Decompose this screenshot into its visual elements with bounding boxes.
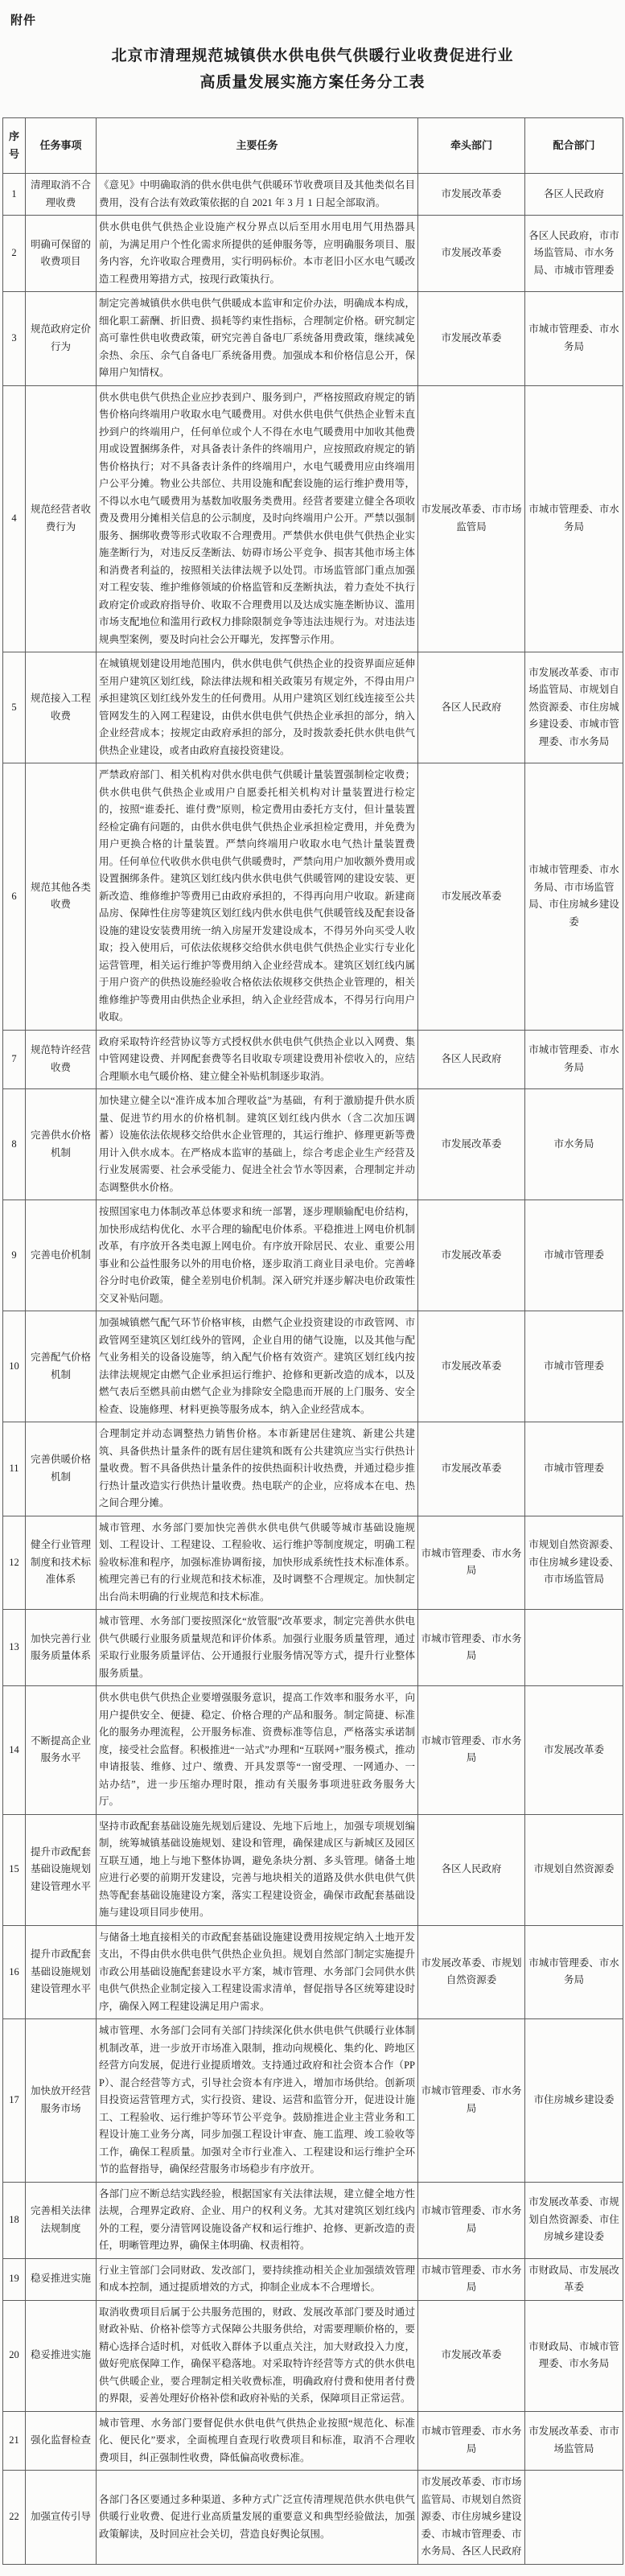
cell-serial-number: 2 xyxy=(3,216,26,292)
table-row xyxy=(3,1030,623,1089)
cell-main-task: 加快建立健全以“准许成本加合理收益”为基础，有利于激励提升供水质量、促进节约用水的价格机制。建筑区划红线内供水（含二次加压调蓄）设施依法依规移交给供水企业管理的，其运行维护、修理更新等费用计入供水成本。在严格成本监审的基础上，综合考虑企业生产经营及行业发展需要、社会承受能力、促进全社会节水等因素，合理制定并动态调整供水价格。 xyxy=(97,1089,418,1200)
table-row xyxy=(3,385,623,652)
header-main-task: 主要任务 xyxy=(97,117,418,174)
cell-lead-department: 市发展改革委 xyxy=(418,2300,525,2411)
cell-main-task: 城市管理、水务部门要督促供水供电供气供热企业按照“规范化、标准化、便民化”要求，全面梳理自查现行收费项目和标准，取消不合理收费项目，纠正强制性收费，降低偏高收费标准。 xyxy=(97,2411,418,2471)
cell-lead-department: 各区人民政府 xyxy=(418,1030,525,1089)
attachment-label: 附件 xyxy=(10,14,37,27)
cell-support-department: 市财政局、市发展改革委 xyxy=(525,2258,623,2300)
table-row xyxy=(3,174,623,216)
table-row xyxy=(3,2019,623,2183)
cell-support-department: 市发展改革委、市市场监管局 xyxy=(525,2411,623,2471)
cell-task-item: 完善电价机制 xyxy=(26,1200,97,1311)
cell-serial-number: 5 xyxy=(3,652,26,763)
cell-task-item: 加强宣传引导 xyxy=(26,2471,97,2565)
cell-main-task: 城市管理、水务部门要加快完善供水供电供气供暖等城市基础设施规划、工程设计、工程建设、工程验收、运行维护等制度规定，明确工程验收标准和程序，加强标准协调衔接，加快形成系统性技术标准体系。梳理完善已有的行业规范和技术标准，及时调整不合理规定。加快制定出台尚未明确的行业规范和技术标准。 xyxy=(97,1516,418,1610)
cell-main-task: 加强城镇燃气配气环节价格审核，由燃气企业投资建设的市政管网、市政管网至建筑区划红线外的管网，企业自用的储气设施，以及其他与配气业务相关的设备设施等，纳入配气价格有效资产。建筑区划红线内按法律法规规定由燃气企业承担运行维护、抢修和更新改造的成本，以及燃气表后至燃具前由燃气企业为排除安全隐患而开展的上门服务、安全检查、设施修理、材料更换等服务成本，纳入企业经营成本。 xyxy=(97,1311,418,1422)
cell-task-item: 规范经营者收费行为 xyxy=(26,385,97,652)
table-row xyxy=(3,2258,623,2300)
page-title-line-1: 北京市清理规范城镇供水供电供气供暖行业收费促进行业 xyxy=(111,47,514,64)
cell-main-task: 供水供电供气供热企业要增强服务意识，提高工作效率和服务水平，向用户提供安全、便捷、稳定、价格合理的产品和服务。制定简捷、标准化的服务办理流程，公开服务标准、资费标准等信息，严格落实承诺制度，接受社会监督。积极推进“一站式”办理和“互联网+”服务模式，推动申请报装、维修、过户、缴费、开具发票等“一窗受理、一网通办、一站办结”，进一步压缩办理时限，推动有关服务事项进驻政务服务大厅。 xyxy=(97,1686,418,1815)
cell-serial-number: 4 xyxy=(3,385,26,652)
page-title-line-2: 高质量发展实施方案任务分工表 xyxy=(199,74,426,92)
cell-task-item: 清理取消不合理收费 xyxy=(26,174,97,216)
cell-serial-number: 20 xyxy=(3,2300,26,2411)
cell-support-department: 各区人民政府 xyxy=(525,174,623,216)
cell-serial-number: 21 xyxy=(3,2411,26,2471)
cell-lead-department: 市发展改革委、市市场监管局 xyxy=(418,385,525,652)
cell-task-item: 完善供暖价格机制 xyxy=(26,1422,97,1516)
cell-main-task: 按照国家电力体制改革总体要求和统一部署，逐步理顺输配电价结构，加快形成结构优化、水平合理的输配电价体系。平稳推进上网电价机制改革，有序放开各类电源上网电价。有序放开除居民、农业、重要公用事业和公益性服务以外的用电价格，逐步取消工商业目录电价。完善峰谷分时电价政策，健全差别电价机制。深入研究并逐步解决电价政策性交叉补贴问题。 xyxy=(97,1200,418,1311)
cell-support-department: 市城市管理委、市水务局 xyxy=(525,292,623,386)
cell-support-department: 市财政局、市城市管理委、市水务局 xyxy=(525,2300,623,2411)
cell-serial-number: 19 xyxy=(3,2258,26,2300)
cell-serial-number: 16 xyxy=(3,1925,26,2019)
cell-main-task: 各部门应不断总结实践经验，根据国家有关法律法规，建立健全地方性法规，合理界定政府、企业、用户的权利义务。尤其对建筑区划红线内外的工程，要分清管网设施设备产权和运行维护、抢修、更新改造的责任，明晰管理边界，确保主体明确、权责相符。 xyxy=(97,2182,418,2258)
table-row xyxy=(3,2471,623,2565)
cell-main-task: 行业主管部门会同财政、发改部门，要持续推动相关企业加强绩效管理和成本控制，通过提质增效的方式，抑制企业成本不合理增长。 xyxy=(97,2258,418,2300)
cell-task-item: 明确可保留的收费项目 xyxy=(26,216,97,292)
table-row xyxy=(3,1422,623,1516)
cell-task-item: 加快完善行业服务质量体系 xyxy=(26,1610,97,1686)
cell-main-task: 制定完善城镇供水供电供气供暖成本监审和定价办法，明确成本构成，细化职工薪酬、折旧费、损耗等约束性指标，合理制定价格。研究制定高可靠性供电收费政策，研究完善自备电厂系统备用费政策，继续减免余热、余压、余气自备电厂系统备用费。加强成本和价格信息公开，保障用户知情权。 xyxy=(97,292,418,386)
cell-serial-number: 10 xyxy=(3,1311,26,1422)
cell-main-task: 取消收费项目后属于公共服务范围的，财政、发展改革部门要及时通过财政补贴、价格补偿等方式保障公共服务供给，对需要理顺价格的，要精心选择合适时机，对低收入群体予以重点关注，加大财政投入力度，做好兜底保障工作，确保平稳落地。对采取特许经营等方式的供水供电供气供暖企业，要合理制定相关收费标准，明确政府付费和使用者付费的界限，妥善处理好价格补偿和政府补贴的关系，保障项目正常运营。 xyxy=(97,2300,418,2411)
cell-support-department: 市城市管理委、市水务局 xyxy=(525,385,623,652)
cell-main-task: 各部门各区要通过多种渠道、多种方式广泛宣传清理规范供水供电供气供暖行业收费、促进行业高质量发展的重要意义和典型经验做法，加强政策解读，及时回应社会关切，营造良好舆论氛围。 xyxy=(97,2471,418,2565)
cell-lead-department: 各区人民政府 xyxy=(418,652,525,763)
cell-serial-number: 11 xyxy=(3,1422,26,1516)
cell-serial-number: 15 xyxy=(3,1814,26,1925)
table-row xyxy=(3,1311,623,1422)
table-row xyxy=(3,1200,623,1311)
cell-task-item: 完善配气价格机制 xyxy=(26,1311,97,1422)
cell-lead-department: 市发展改革委 xyxy=(418,216,525,292)
cell-serial-number: 22 xyxy=(3,2471,26,2565)
task-table-body xyxy=(3,174,623,2565)
cell-lead-department: 市发展改革委 xyxy=(418,1089,525,1200)
cell-main-task: 供水供电供气供热企业应抄表到户、服务到户，严格按照政府规定的销售价格向终端用户收取水电气暖费用。对供水供电供气供热企业暂未直抄到户的终端用户，任何单位或个人不得在水电气暖费用中加收其他费用或设置捆绑条件，对具备表计条件的终端用户，应按照政府规定的销售价格执行；对不具备表计条件的终端用户，水电气暖费用应由终端用户公平分摊。物业公共部位、共用设施和配套设施的运行维护费用等，不得以水电气暖费用为基数加收服务类费用。经营者要建立健全各项收费及费用分摊相关信息的公示制度，及时向终端用户公开。严禁以强制服务、捆绑收费等形式收取不合理费用。严禁供水供电供气供热企业实施垄断行为，对违反反垄断法、妨碍市场公平竞争、损害其他市场主体和消费者利益的，按照相关法律法规予以处罚。市场监管部门重点加强对工程安装、维护维修领域的价格监管和反垄断执法，着力查处不执行政府定价或政府指导价、收取不合理费用以及达成实施垄断协议、滥用市场支配地位和滥用行政权力排除限制竞争等违法违规行为。对违法违规典型案例，要及时向社会公开曝光，发挥警示作用。 xyxy=(97,385,418,652)
cell-support-department: 市规划自然资源委 xyxy=(525,1814,623,1925)
cell-serial-number: 14 xyxy=(3,1686,26,1815)
table-row xyxy=(3,1686,623,1815)
cell-main-task: 供水供电供气供热企业设施产权分界点以后至用水用电用气用热器具前，为满足用户个性化需求所提供的延伸服务等，应明确服务项目、服务内容，允许收取合理费用，实行明码标价。本市老旧小区水电气暖改造工程费用筹措方式，按现行政策执行。 xyxy=(97,216,418,292)
table-row xyxy=(3,2411,623,2471)
table-row xyxy=(3,1814,623,1925)
cell-support-department: 市发展改革委、市规划自然资源委、市住房城乡建设委 xyxy=(525,2182,623,2258)
cell-task-item: 规范政府定价行为 xyxy=(26,292,97,386)
cell-task-item: 健全行业管理制度和技术标准体系 xyxy=(26,1516,97,1610)
cell-main-task: 《意见》中明确取消的供水供电供气供暖环节收费项目及其他类似名目费用，没有合法有效政策依据的自 2021 年 3 月 1 日起全部取消。 xyxy=(97,174,418,216)
cell-lead-department: 市城市管理委、市水务局 xyxy=(418,2258,525,2300)
table-row xyxy=(3,1089,623,1200)
cell-lead-department: 各区人民政府 xyxy=(418,1814,525,1925)
cell-task-item: 规范特许经营收费 xyxy=(26,1030,97,1089)
cell-support-department: 市城市管理委、市水务局 xyxy=(525,1925,623,2019)
cell-serial-number: 7 xyxy=(3,1030,26,1089)
cell-lead-department: 市城市管理委、市水务局 xyxy=(418,2411,525,2471)
page-title xyxy=(17,43,608,97)
cell-serial-number: 13 xyxy=(3,1610,26,1686)
cell-task-item: 强化监督检查 xyxy=(26,2411,97,2471)
cell-support-department: 市发展改革委、市市场监管局、市规划自然资源委、市住房城乡建设委、市城市管理委、市水务局 xyxy=(525,652,623,763)
cell-support-department: 市城市管理委、市水务局、市市场监管局、市住房城乡建设委 xyxy=(525,763,623,1031)
cell-main-task: 城市管理、水务部门会同有关部门持续深化供水供电供气供暖行业体制机制改革，进一步放开市场准入限制，推动向规模化、集约化、跨地区经营方向发展，促进行业提质增效。支持通过政府和社会资本合作（PPP）、混合经营等方式，引导社会资本有序进入，增加市场供给。创新项目投资运营管理方式，实行投资、建设、运营和监管分开，促进设计施工、工程验收、运行维护等环节公平竞争。鼓励推进企业主营业务和工程设计施工业务分离，同步加强工程设计审查、施工监理、竣工验收等工作，确保工程质量。加强对全市行业准入、工程建设和运行维护全环节的监督指导，确保经营服务市场稳步有序放开。 xyxy=(97,2019,418,2183)
cell-lead-department: 市发展改革委 xyxy=(418,174,525,216)
cell-serial-number: 8 xyxy=(3,1089,26,1200)
table-header xyxy=(3,117,623,174)
table-row xyxy=(3,2182,623,2258)
cell-serial-number: 6 xyxy=(3,763,26,1031)
cell-support-department: 市城市管理委 xyxy=(525,1200,623,1311)
cell-main-task: 政府采取特许经营协议等方式授权供水供电供气供热企业以入网费、集中管网建设费、并网配套费等名目收取专项建设费用补偿收入的，应结合理顺水电气暖价格、建立健全补贴机制逐步取消。 xyxy=(97,1030,418,1089)
cell-main-task: 城市管理、水务部门要按照深化“放管服”改革要求，制定完善供水供电供气供暖行业服务质量规范和评价体系。加强行业服务质量管理，通过采取行业服务质量评估、公开通报行业服务情况等方式，提升行业整体服务质量。 xyxy=(97,1610,418,1686)
cell-task-item: 提升市政配套基础设施规划建设管理水平 xyxy=(26,1814,97,1925)
cell-support-department: 市城市管理委、市水务局 xyxy=(525,1030,623,1089)
cell-main-task: 与储备土地直接相关的市政配套基础设施建设费用按规定纳入土地开发支出，不得由供水供电供气供热企业负担。规划自然部门制定实施提升市政公用基础设施配套建设水平方案，城市管理、水务部门会同供水供电供气供热企业制定接入工程建设需求清单，督促指导各区统筹建设时序，确保入网工程建设满足用户需求。 xyxy=(97,1925,418,2019)
cell-lead-department: 市城市管理委、市水务局 xyxy=(418,1610,525,1686)
header-task-item: 任务事项 xyxy=(26,117,97,174)
cell-support-department: 市发展改革委 xyxy=(525,1686,623,1815)
cell-task-item: 加快放开经营服务市场 xyxy=(26,2019,97,2183)
table-row xyxy=(3,216,623,292)
cell-support-department: 市住房城乡建设委 xyxy=(525,2019,623,2183)
cell-support-department: 各区人民政府，市市场监管局、市水务局、市城市管理委 xyxy=(525,216,623,292)
cell-lead-department: 市城市管理委、市水务局 xyxy=(418,1686,525,1815)
cell-support-department: 市城市管理委 xyxy=(525,1422,623,1516)
cell-lead-department: 市发展改革委、市市场监管局、市规划自然资源委、市住房城乡建设委、市城市管理委、市水务局、各区人民政府 xyxy=(418,2471,525,2565)
cell-main-task: 合理制定并动态调整热力销售价格。本市新建居住建筑、新建公共建筑、具备供热计量条件的既有居住建筑和既有公共建筑应当实行供热计量收费。暂不具备供热计量条件的按供热面积计收热费，并通过稳步推行热计量改造实行供热计量收费。热电联产的企业，应将成本在电、热之间合理分摊。 xyxy=(97,1422,418,1516)
cell-support-department: 市城市管理委 xyxy=(525,1311,623,1422)
cell-task-item: 完善供水价格机制 xyxy=(26,1089,97,1200)
cell-main-task: 在城镇规划建设用地范围内，供水供电供气供热企业的投资界面应延伸至用户建筑区划红线，除法律法规和相关政策另有规定外，不得由用户承担建筑区划红线外发生的任何费用。从用户建筑区划红线连接至公共管网发生的入网工程建设，由供水供电供气供热企业承担的部分，纳入企业经营成本；按规定由政府承担的部分，及时拨款委托供水供电供气供热企业建设，或者由政府直接投资建设。 xyxy=(97,652,418,763)
cell-support-department: 市水务局 xyxy=(525,1089,623,1200)
cell-serial-number: 17 xyxy=(3,2019,26,2183)
cell-serial-number: 3 xyxy=(3,292,26,386)
table-row xyxy=(3,1610,623,1686)
table-row xyxy=(3,652,623,763)
cell-task-item: 完善相关法律法规制度 xyxy=(26,2182,97,2258)
cell-lead-department: 市发展改革委 xyxy=(418,763,525,1031)
task-division-table xyxy=(2,117,623,2565)
cell-task-item: 稳妥推进实施 xyxy=(26,2258,97,2300)
cell-lead-department: 市城市管理委、市水务局 xyxy=(418,1516,525,1610)
table-row xyxy=(3,1516,623,1610)
header-serial-number: 序号 xyxy=(3,117,26,174)
cell-serial-number: 9 xyxy=(3,1200,26,1311)
cell-support-department xyxy=(525,1610,623,1686)
cell-main-task: 严禁政府部门、相关机构对供水供电供气供暖计量装置强制检定收费；供水供电供气供热企业或用户自愿委托相关机构对计量装置进行检定的，按照“谁委托、谁付费”原则，检定费用由委托方支付，但计量装置经检定确有问题的，由供水供电供气供热企业承担检定费用，并免费为用户更换合格的计量装置。严禁向终端用户收取水电气热计量装置费用。任何单位代收供水供电供气供暖费时，严禁向用户加收额外费用或设置捆绑条件。建筑区划红线内供水供电供气供暖管网的建设安装、更新改造、维修维护等费用已由政府承担的，不得再向用户收取。新建商品房、保障性住房等建筑区划红线内供水供电供气供暖管线及配套设备设施的建设安装费用统一纳入房屋开发建设成本，不得另外向买受人收取；投入使用后，可依法依规移交给供水供电供气供热企业实行专业化运营管理，相关运行维护等费用纳入企业经营成本。建筑区划红线内属于用户资产的供热设施经验收合格依法依规移交供热企业管理的，相关维修维护等费用由供热企业承担，纳入企业经营成本，不得另行向用户收取。 xyxy=(97,763,418,1031)
cell-serial-number: 12 xyxy=(3,1516,26,1610)
cell-serial-number: 1 xyxy=(3,174,26,216)
cell-serial-number: 18 xyxy=(3,2182,26,2258)
table-row xyxy=(3,1925,623,2019)
cell-task-item: 稳妥推进实施 xyxy=(26,2300,97,2411)
cell-lead-department: 市发展改革委 xyxy=(418,1200,525,1311)
cell-support-department: 市规划自然资源委、市住房城乡建设委、市市场监管局 xyxy=(525,1516,623,1610)
cell-lead-department: 市发展改革委 xyxy=(418,1311,525,1422)
cell-task-item: 规范接入工程收费 xyxy=(26,652,97,763)
cell-lead-department: 市发展改革委 xyxy=(418,292,525,386)
cell-lead-department: 市发展改革委、市规划自然资源委 xyxy=(418,1925,525,2019)
cell-lead-department: 市发展改革委 xyxy=(418,1422,525,1516)
cell-task-item: 不断提高企业服务水平 xyxy=(26,1686,97,1815)
cell-task-item: 规范其他各类收费 xyxy=(26,763,97,1031)
cell-main-task: 坚持市政配套基础设施先规划后建设、先地下后地上，加强专项规划编制，统筹城镇基础设施规划、建设和管理，确保建成区与新城区及园区互联互通，地上与地下整体协调，避免条块分割、多头管理。储备土地应进行必要的前期开发建设，完善与地块相关的道路及供水供电供气供热等配套基础设施建设方案，落实工程建设资金，确保市政配套基础设施与建设项目同步使用。 xyxy=(97,1814,418,1925)
cell-task-item: 提升市政配套基础设施规划建设管理水平 xyxy=(26,1925,97,2019)
cell-lead-department: 市城市管理委、市水务局 xyxy=(418,2019,525,2183)
table-row xyxy=(3,763,623,1031)
table-row xyxy=(3,292,623,386)
cell-support-department xyxy=(525,2471,623,2565)
cell-lead-department: 市城市管理委、市水务局 xyxy=(418,2182,525,2258)
header-lead-department: 牵头部门 xyxy=(418,117,525,174)
header-support-department: 配合部门 xyxy=(525,117,623,174)
table-row xyxy=(3,2300,623,2411)
